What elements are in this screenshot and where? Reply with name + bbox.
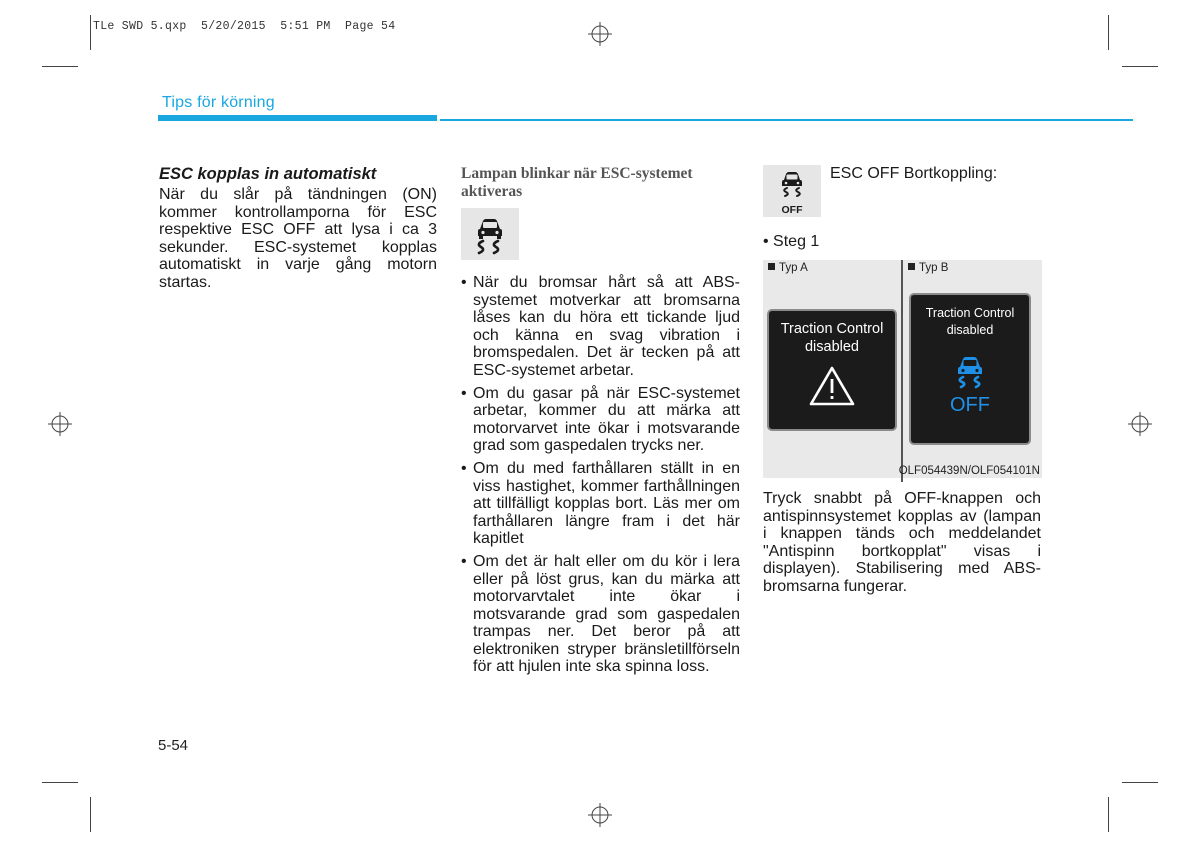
esc-off-label: ESC OFF Bortkoppling:: [830, 165, 998, 182]
column-esc-auto: [159, 165, 437, 292]
crop-mark: [1122, 66, 1158, 67]
crop-mark: [42, 782, 78, 783]
paragraph-esc-auto: När du slår på tändningen (ON) kommer kontrollamporna för ESC respektive ESC OFF att lysa i ca 3 sekunder. ESC-systemet kopplas automatiskt in varje gång motorn startas.: [159, 186, 437, 291]
panel-b-line1: Traction Control: [925, 306, 1015, 320]
panel-a-line1: Traction Control: [780, 321, 884, 337]
panel-b-line2: disabled: [946, 323, 994, 337]
bullet-list: [461, 274, 740, 676]
crop-mark: [1108, 797, 1109, 832]
figure-divider: [901, 260, 903, 482]
list-item: • Om du med farthållaren ställt in en viss hastighet, kommer farthållningen att tillfälligt kopplas bort. Läs mer om farthållaren längre fram i det här kapitlet: [461, 460, 740, 548]
display-panel-type-b: [909, 293, 1031, 445]
type-a-label: Typ A: [768, 262, 808, 274]
panel-b-off-text: OFF: [950, 394, 990, 416]
esc-off-icon-text: OFF: [781, 204, 803, 216]
page-number: 5-54: [158, 737, 189, 754]
column-esc-off: [763, 165, 1041, 251]
list-item: • När du bromsar hårt så att ABS-systemet motverkar att bromsarna låses kan du höra ett tickande ljud och känna en svag vibration i bromspedalen. Det är tecken på att ESC-systemet arbetar.: [461, 274, 740, 380]
registration-mark-icon: [588, 22, 612, 46]
step-label: • Steg 1: [763, 233, 820, 250]
crop-mark: [90, 797, 91, 832]
print-slug: TLe SWD 5.qxp 5/20/2015 5:51 PM Page 54: [93, 20, 396, 33]
warning-triangle-icon: [807, 364, 857, 408]
esc-off-description: [763, 490, 1041, 596]
esc-off-icon: [763, 165, 821, 217]
heading-lamp-blinks: Lampan blinkar när ESC-systemet aktiveras: [461, 165, 693, 200]
esc-indicator-box: [461, 208, 519, 260]
heading-esc-auto: ESC kopplas in automatiskt: [159, 165, 377, 183]
figure-code: OLF054439N/OLF054101N: [898, 465, 1040, 477]
registration-mark-icon: [48, 412, 72, 436]
list-item: • Om det är halt eller om du kör i lera eller på löst grus, kan du märka att motorvarvtalet inte ökar i motsvarande grad som gaspedalen trampas ner. Det beror på att elektroniken stryper bränsletillförseln för att hjulen inte ska spinna loss.: [461, 553, 740, 676]
crop-mark: [1108, 15, 1109, 50]
esc-off-blue-icon: [940, 351, 1000, 417]
type-b-label: Typ B: [908, 262, 948, 274]
paragraph-esc-off: Tryck snabbt på OFF-knappen och antispinnsystemet kopplas av (lampan i knappen tänds och meddelandet "Antispinn bortkopplat" visas i displayen). Stabilisering med ABS-bromsarna fungerar.: [763, 490, 1041, 595]
header-rule-thick: [158, 115, 437, 121]
display-panel-type-a: [767, 309, 897, 431]
registration-mark-icon: [1128, 412, 1152, 436]
esc-off-indicator-box: [763, 165, 821, 217]
header-rule-thin: [440, 119, 1133, 121]
dashboard-figure: [763, 260, 1042, 478]
registration-mark-icon: [588, 803, 612, 827]
column-lamp-blinks: [461, 165, 740, 681]
crop-mark: [1122, 782, 1158, 783]
crop-mark: [42, 66, 78, 67]
list-item: • Om du gasar på när ESC-systemet arbetar, kommer du att märka att motorvarvet inte ökar i motsvarande grad som gaspedalen trycks ner.: [461, 385, 740, 455]
section-title: Tips för körning: [162, 94, 275, 111]
esc-skid-icon: [461, 208, 519, 260]
panel-a-line2: disabled: [804, 339, 859, 355]
crop-mark: [90, 15, 91, 50]
